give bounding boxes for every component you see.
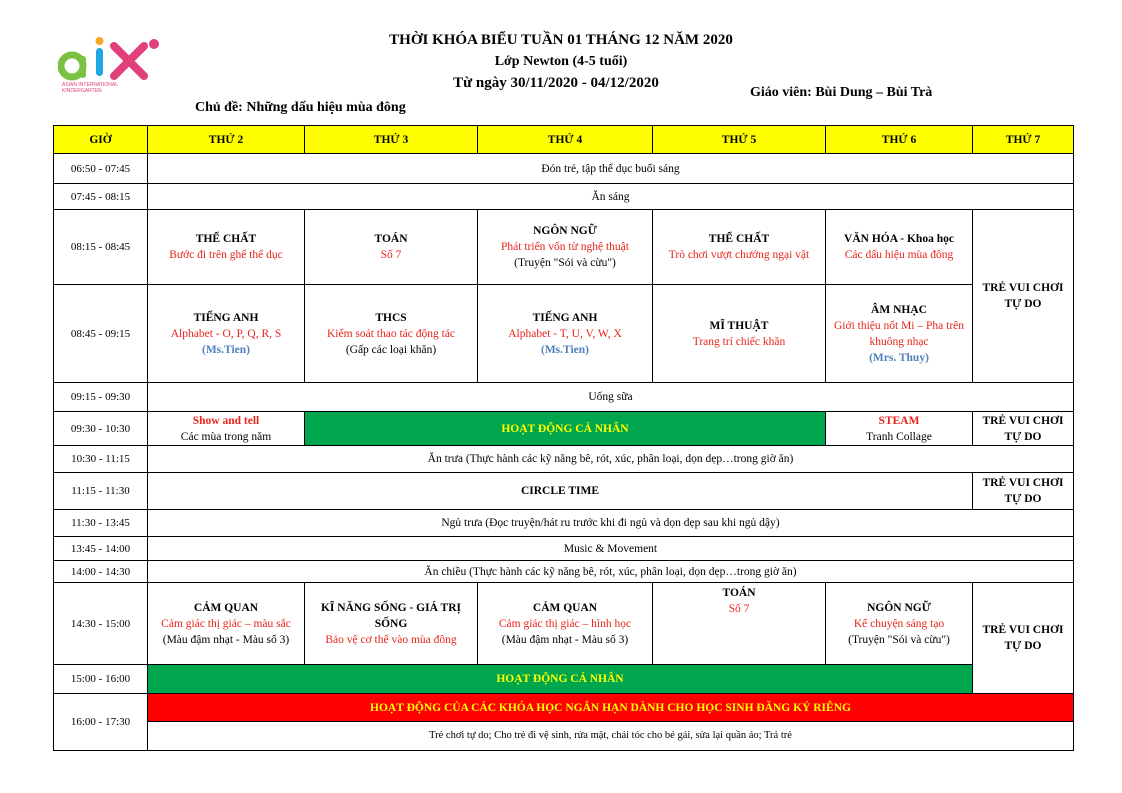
activity-cell: Ăn trưa (Thực hành các kỹ năng bê, rót, xúc, phân loại, dọn dẹp…trong giờ ăn) bbox=[148, 446, 1074, 473]
lesson-cell: CẢM QUAN Cảm giác thị giác – hình học (Màu đậm nhạt - Màu số 3) bbox=[478, 583, 653, 665]
activity-cell: Music & Movement bbox=[148, 537, 1074, 561]
time-cell: 08:15 - 08:45 bbox=[54, 210, 148, 285]
lesson-cell: TIẾNG ANH Alphabet - T, U, V, W, X (Ms.Tien) bbox=[478, 285, 653, 383]
time-cell: 14:00 - 14:30 bbox=[54, 561, 148, 583]
lesson-cell: CẢM QUAN Cảm giác thị giác – màu sắc (Màu đậm nhạt - Màu số 3) bbox=[148, 583, 305, 665]
time-cell: 10:30 - 11:15 bbox=[54, 446, 148, 473]
table-row bbox=[54, 694, 1074, 722]
lesson-cell: TIẾNG ANH Alphabet - O, P, Q, R, S (Ms.Tien) bbox=[148, 285, 305, 383]
time-cell: 09:30 - 10:30 bbox=[54, 412, 148, 446]
table-row bbox=[54, 583, 1074, 665]
activity-cell: Uống sữa bbox=[148, 383, 1074, 412]
col-wed: THỨ 4 bbox=[478, 126, 653, 154]
time-cell: 16:00 - 17:30 bbox=[54, 694, 148, 751]
col-tue: THỨ 3 bbox=[305, 126, 478, 154]
free-play-cell: TRẺ VUI CHƠI TỰ DO bbox=[973, 412, 1074, 446]
class-name: Lớp Newton (4-5 tuổi) bbox=[494, 54, 628, 69]
free-play-cell: TRẺ VUI CHƠI TỰ DO bbox=[973, 473, 1074, 510]
table-row bbox=[54, 561, 1074, 583]
time-cell: 08:45 - 09:15 bbox=[54, 285, 148, 383]
table-row bbox=[54, 473, 1074, 510]
table-row bbox=[54, 184, 1074, 210]
time-cell: 13:45 - 14:00 bbox=[54, 537, 148, 561]
table-row bbox=[54, 665, 1074, 694]
lesson-cell: STEAM Tranh Collage bbox=[826, 412, 973, 446]
time-cell: 09:15 - 09:30 bbox=[54, 383, 148, 412]
time-cell: 07:45 - 08:15 bbox=[54, 184, 148, 210]
schedule-title: THỜI KHÓA BIỂU TUẦN 01 THÁNG 12 NĂM 2020 bbox=[389, 32, 733, 48]
table-row bbox=[54, 412, 1074, 446]
table-row bbox=[54, 722, 1074, 751]
circle-time-cell: CIRCLE TIME bbox=[148, 473, 973, 510]
date-range: Từ ngày 30/11/2020 - 04/12/2020 bbox=[453, 75, 659, 91]
activity-cell: Ăn sáng bbox=[148, 184, 1074, 210]
table-row bbox=[54, 537, 1074, 561]
col-sat: THỨ 7 bbox=[973, 126, 1074, 154]
lesson-cell: TOÁN Số 7 bbox=[653, 583, 826, 665]
topic: Chủ đề: Những dấu hiệu mùa đông bbox=[195, 100, 406, 115]
lesson-cell: MĨ THUẬT Trang trí chiếc khăn bbox=[653, 285, 826, 383]
time-cell: 11:30 - 13:45 bbox=[54, 510, 148, 537]
col-time: GIỜ bbox=[54, 126, 148, 154]
lesson-cell: THỂ CHẤT Bước đi trên ghế thể dục bbox=[148, 210, 305, 285]
individual-activity-cell: HOẠT ĐỘNG CÁ NHÂN bbox=[305, 412, 826, 446]
table-row bbox=[54, 383, 1074, 412]
individual-activity-cell: HOẠT ĐỘNG CÁ NHÂN bbox=[148, 665, 973, 694]
table-row bbox=[54, 285, 1074, 383]
lesson-cell: ÂM NHẠC Giới thiệu nốt Mi – Pha trên khuông nhạc (Mrs. Thuy) bbox=[826, 285, 973, 383]
activity-cell: Đón trẻ, tập thể dục buổi sáng bbox=[148, 154, 1074, 184]
time-cell: 06:50 - 07:45 bbox=[54, 154, 148, 184]
activity-cell: Trẻ chơi tự do; Cho trẻ đi vệ sinh, rửa mặt, chải tóc cho bé gái, sửa lại quần áo; Trả trẻ bbox=[148, 722, 1074, 751]
free-play-cell: TRẺ VUI CHƠI TỰ DO bbox=[973, 210, 1074, 383]
table-row bbox=[54, 154, 1074, 184]
time-cell: 11:15 - 11:30 bbox=[54, 473, 148, 510]
free-play-cell: TRẺ VUI CHƠI TỰ DO bbox=[973, 583, 1074, 694]
teacher-names: Giáo viên: Bùi Dung – Bùi Trà bbox=[750, 85, 933, 100]
timetable bbox=[53, 125, 1074, 751]
lesson-cell: VĂN HÓA - Khoa học Các dấu hiệu mùa đông bbox=[826, 210, 973, 285]
activity-cell: Ngủ trưa (Đọc truyện/hát ru trước khi đi ngủ và dọn dẹp sau khi ngủ dậy) bbox=[148, 510, 1074, 537]
table-row bbox=[54, 510, 1074, 537]
time-cell: 14:30 - 15:00 bbox=[54, 583, 148, 665]
activity-cell: Ăn chiều (Thực hành các kỹ năng bê, rót, xúc, phân loại, dọn dẹp…trong giờ ăn) bbox=[148, 561, 1074, 583]
col-thu: THỨ 5 bbox=[653, 126, 826, 154]
logo-subtitle: ASIAN INTERNATIONAL KINDERGARTEN bbox=[62, 82, 118, 94]
short-course-cell: HOẠT ĐỘNG CỦA CÁC KHÓA HỌC NGẮN HẠN DÀNH CHO HỌC SINH ĐĂNG KÝ RIÊNG bbox=[148, 694, 1074, 722]
lesson-cell: TOÁN Số 7 bbox=[305, 210, 478, 285]
table-row bbox=[54, 446, 1074, 473]
col-mon: THỨ 2 bbox=[148, 126, 305, 154]
lesson-cell: Show and tell Các mùa trong năm bbox=[148, 412, 305, 446]
lesson-cell: THCS Kiểm soát thao tác động tác (Gấp các loại khăn) bbox=[305, 285, 478, 383]
table-row bbox=[54, 210, 1074, 285]
time-cell: 15:00 - 16:00 bbox=[54, 665, 148, 694]
col-fri: THỨ 6 bbox=[826, 126, 973, 154]
lesson-cell: KĨ NĂNG SỐNG - GIÁ TRỊ SỐNG Bảo vệ cơ thể vào mùa đông bbox=[305, 583, 478, 665]
lesson-cell: NGÔN NGỮ Kể chuyện sáng tạo (Truyện "Sói và cừu") bbox=[826, 583, 973, 665]
lesson-cell: NGÔN NGỮ Phát triển vốn từ nghệ thuật (Truyện "Sói và cừu") bbox=[478, 210, 653, 285]
header-row bbox=[54, 126, 1074, 154]
lesson-cell: THỂ CHẤT Trò chơi vượt chướng ngại vật bbox=[653, 210, 826, 285]
